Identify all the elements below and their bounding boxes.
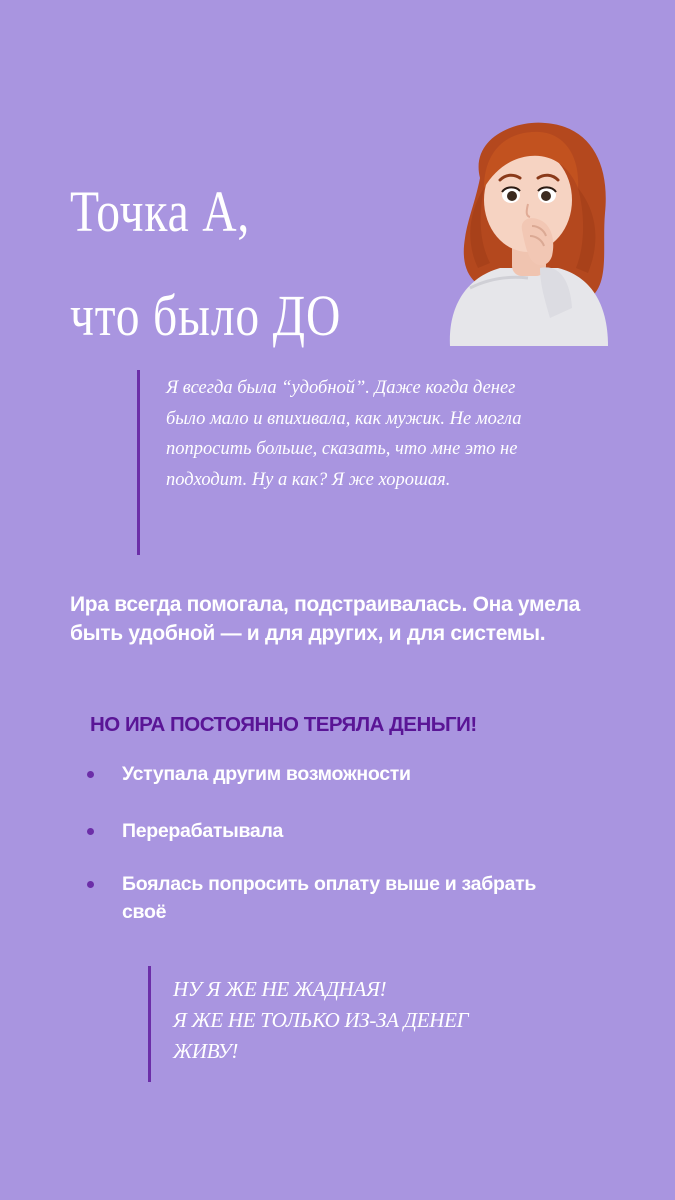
alert-heading: НО ИРА ПОСТОЯННО ТЕРЯЛА ДЕНЬГИ! (90, 713, 477, 736)
page-title (70, 160, 341, 368)
bullet-dot-icon (87, 771, 94, 778)
list-item-label: Перерабатывала (122, 820, 284, 842)
quote-2-line-3: ЖИВУ! (173, 1039, 239, 1063)
quote-block-2 (148, 966, 608, 1082)
bullet-dot-icon (87, 881, 94, 888)
list-item (85, 817, 585, 845)
list-item (85, 760, 585, 788)
quote-2-line-1: НУ Я ЖЕ НЕ ЖАДНАЯ! (173, 977, 387, 1001)
lead-paragraph: Ира всегда помогала, подстраивалась. Она умела быть удобной — и для других, и для системы. (70, 593, 581, 645)
title-line-1: Точка А, (70, 179, 251, 244)
list-item-label: Уступала другим возможности (122, 763, 411, 785)
list-item (85, 870, 585, 926)
title-line-2: что было ДО (70, 283, 342, 348)
bullet-dot-icon (87, 828, 94, 835)
list-item-label: Боялась попросить оплату выше и забрать своё (122, 873, 537, 923)
worried-woman-avatar-icon (440, 118, 615, 346)
quote-block-1: Я всегда была “удобной”. Даже когда денег было мало и впихивала, как мужик. Не могла попросить больше, сказать, что мне это не подходит. Ну а как? Я же хорошая. (137, 370, 537, 555)
bullet-list (85, 760, 585, 926)
quote-2-line-2: Я ЖЕ НЕ ТОЛЬКО ИЗ-ЗА ДЕНЕГ (173, 1008, 469, 1032)
